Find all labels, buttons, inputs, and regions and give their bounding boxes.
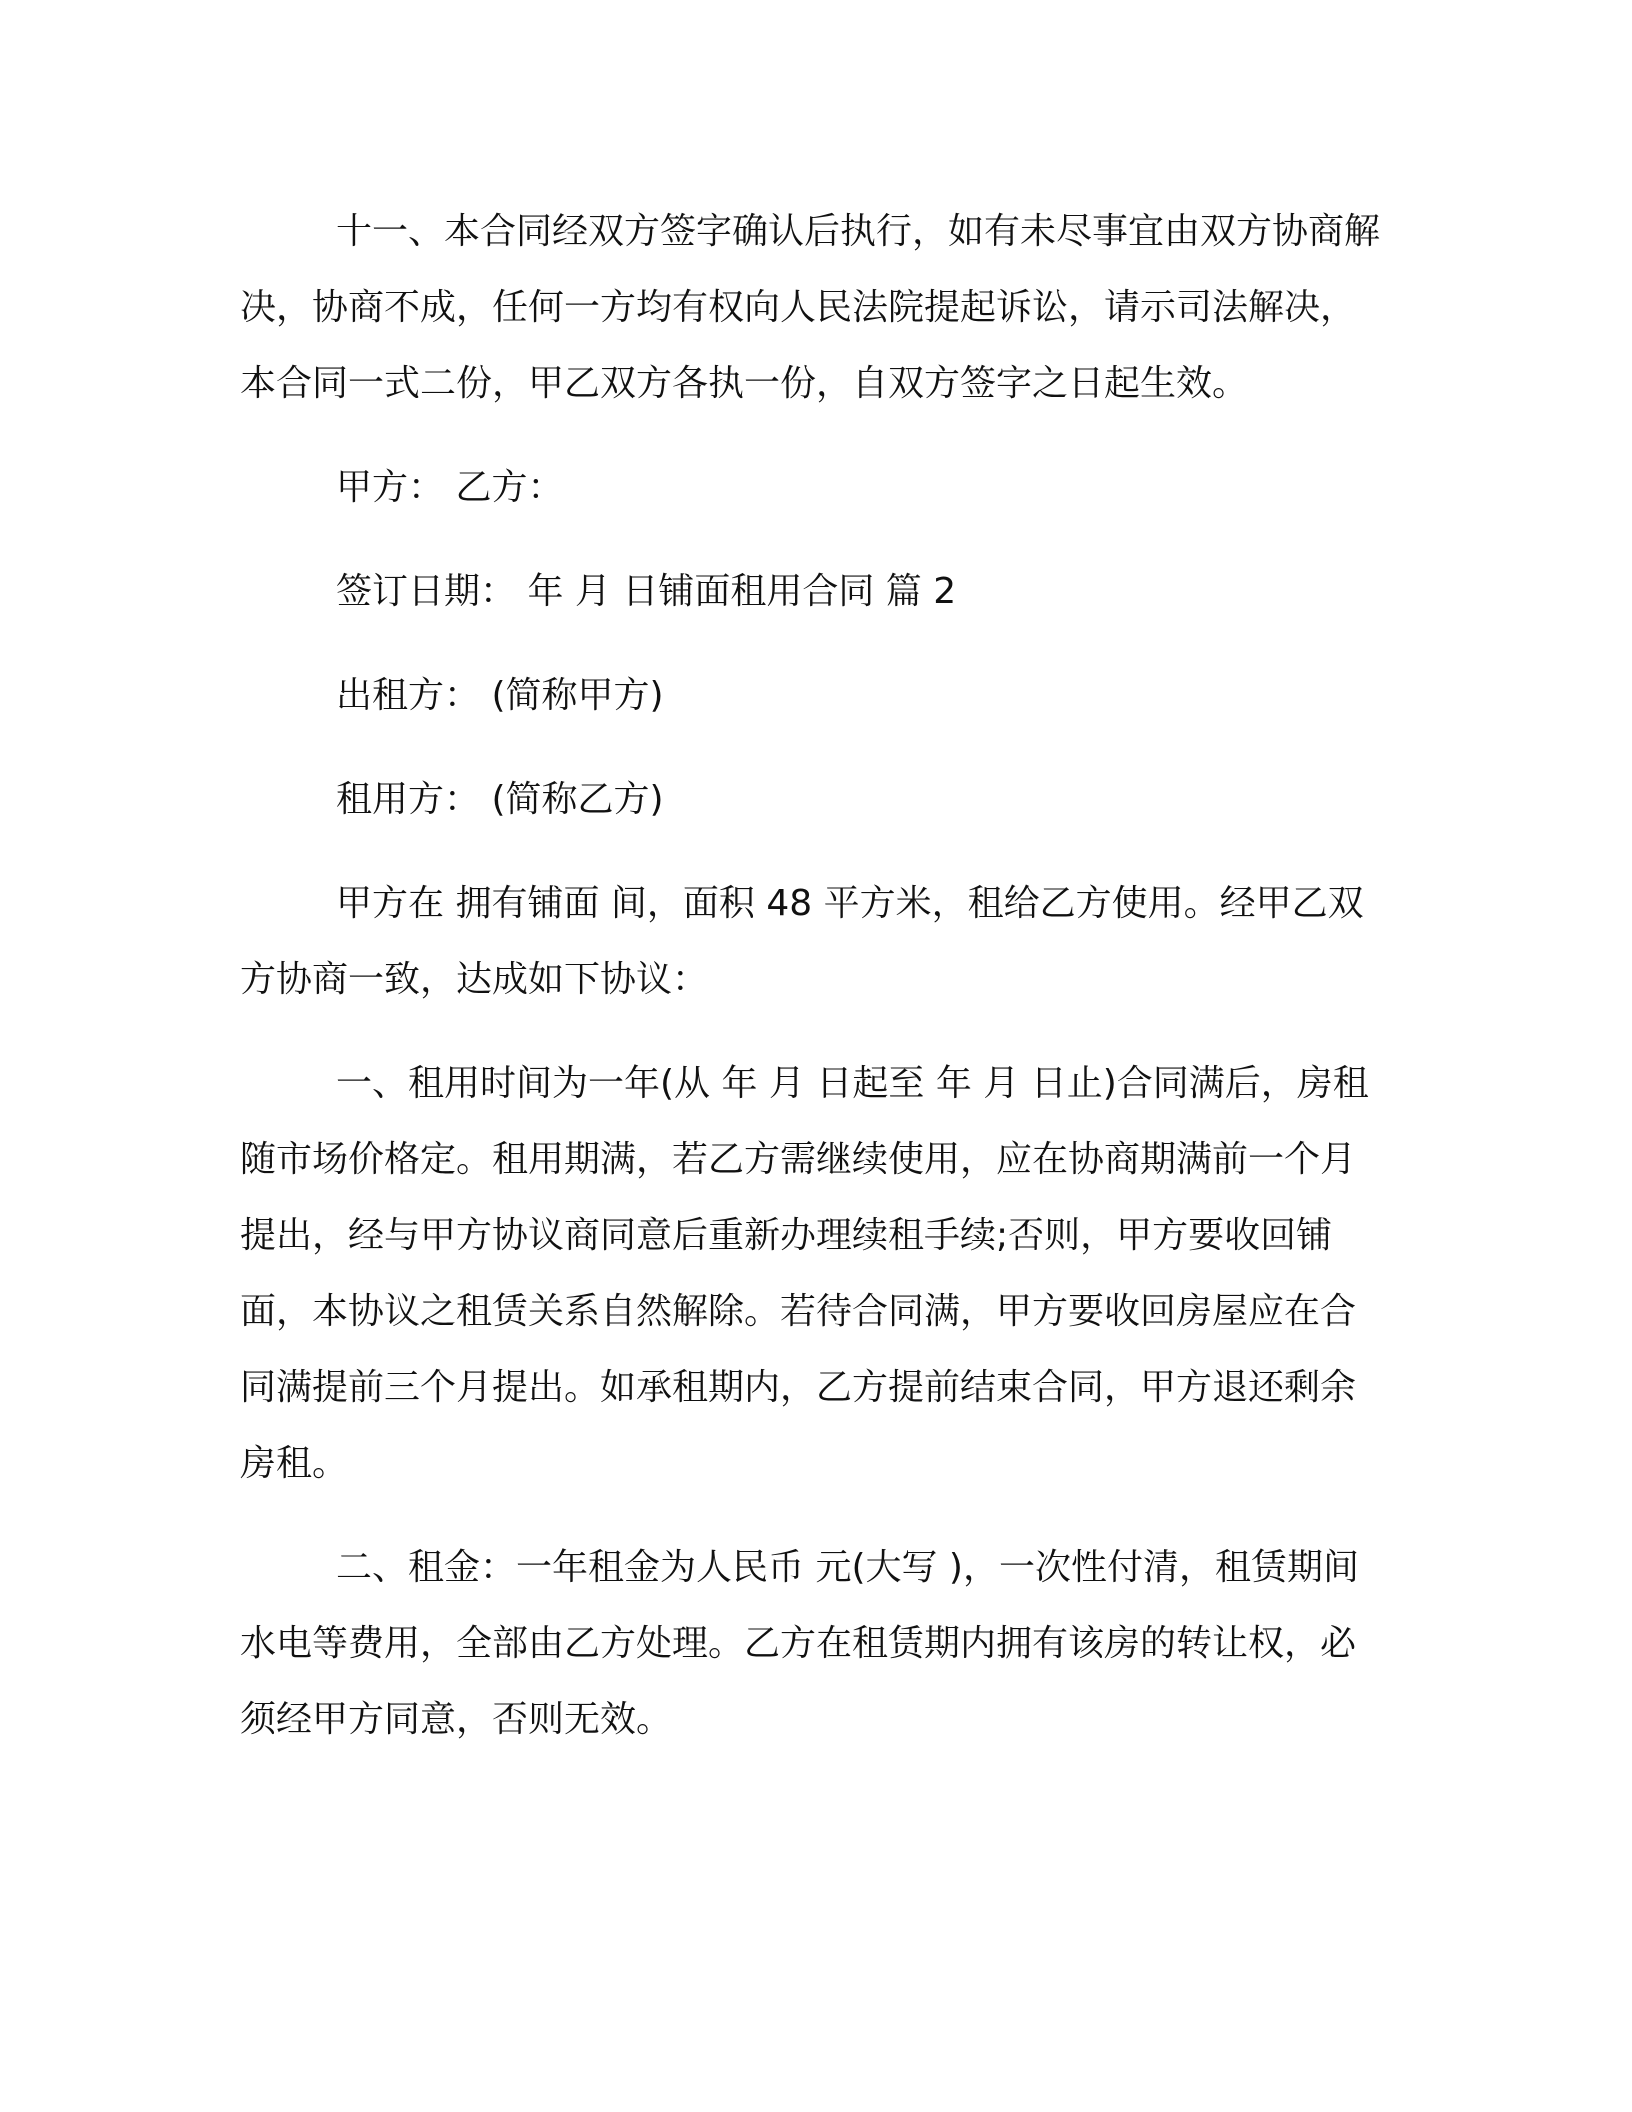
paragraph-intro-agreement: 甲方在 拥有铺面 间，面积 48 平方米，租给乙方使用。经甲乙双方协商一致，达成如下协议： bbox=[240, 883, 1364, 1000]
document-body bbox=[240, 194, 1380, 1786]
paragraph-lessee: 租用方： (简称乙方) bbox=[336, 779, 664, 820]
paragraph-party-signatures: 甲方： 乙方： bbox=[336, 467, 564, 508]
paragraph-clause-2: 二、租金：一年租金为人民币 元(大写 )，一次性付清，租赁期间水电等费用，全部由乙方处理。乙方在租赁期内拥有该房的转让权，必须经甲方同意，否则无效。 bbox=[240, 1547, 1359, 1740]
paragraph-clause-1: 一、租用时间为一年(从 年 月 日起至 年 月 日止)合同满后，房租随市场价格定。租用期满，若乙方需继续使用，应在协商期满前一个月提出，经与甲方协议商同意后重新办理续租手续;否则，甲方要收回铺面，本协议之租赁关系自然解除。若待合同满，甲方要收回房屋应在合同满提前三个月提出。如承租期内，乙方提前结束合同，甲方退还剩余房租。 bbox=[240, 1063, 1369, 1484]
paragraph-sign-date-and-section-title: 签订日期： 年 月 日铺面租用合同 篇 2 bbox=[336, 571, 957, 612]
paragraph-lessor: 出租方： (简称甲方) bbox=[336, 675, 664, 716]
paragraph-clause-11: 十一、本合同经双方签字确认后执行，如有未尽事宜由双方协商解决，协商不成，任何一方均有权向人民法院提起诉讼，请示司法解决，本合同一式二份，甲乙双方各执一份，自双方签字之日起生效。 bbox=[240, 211, 1381, 404]
